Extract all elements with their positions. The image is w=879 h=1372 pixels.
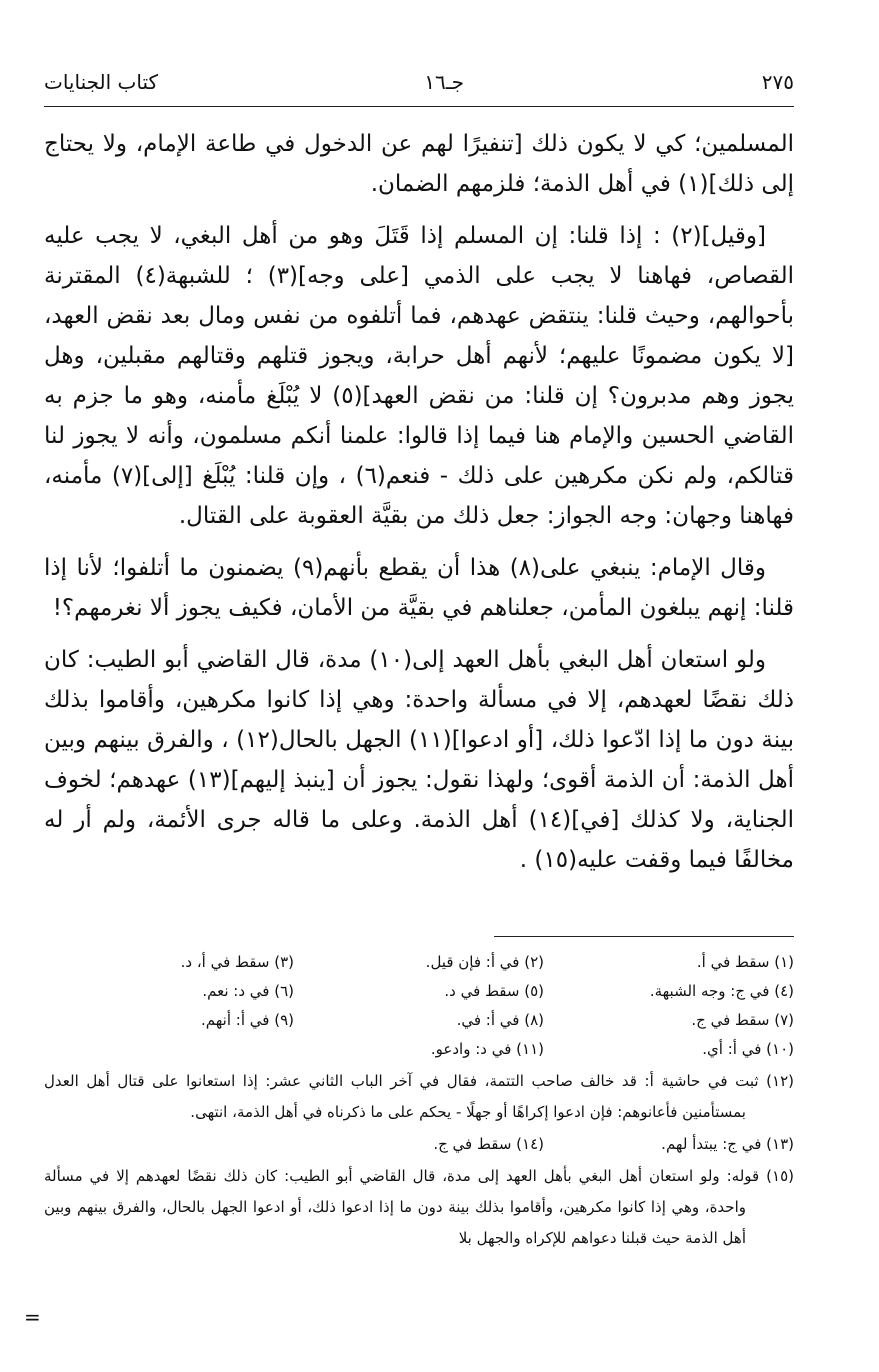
- footnote: (١٠) في أ: أي.: [702, 1040, 794, 1058]
- main-text: [44, 124, 794, 892]
- footnote: (٩) في أ: أنهم.: [201, 1011, 294, 1029]
- footnote-row: [44, 1006, 794, 1035]
- footnote: (١١) في د: وادعو.: [430, 1040, 544, 1058]
- header-divider: [44, 106, 794, 107]
- page-number: ٢٧٥: [761, 70, 794, 94]
- footnote-row: [44, 1130, 794, 1159]
- footnote: [44, 1130, 294, 1159]
- footnote-divider: [494, 936, 794, 937]
- footnote: (٨) في أ: في.: [456, 1011, 544, 1029]
- footnote: (١٣) في ج: يبتدأ لهم.: [661, 1135, 794, 1153]
- paragraph: ولو استعان أهل البغي بأهل العهد إلى(١٠) مدة، قال القاضي أبو الطيب: كان ذلك نقضًا لعهدهم، إلا في مسألة واحدة: وهي إذا كانوا مكرهين، وأقاموا بذلك بينة دون ما إذا ادّعوا ذلك، [أو ادعوا](١١) الجهل بالحال(١٢) ، والفرق بينهم وبين أهل الذمة: أن الذمة أقوى؛ ولهذا نقول: يجوز أن [ينبذ إليهم](١٣) عهدهم؛ لخوف الجناية، ولا كذلك [في](١٤) أهل الذمة. وعلى ما قاله جرى الأئمة، ولم أر له مخالفًا فيما وقفت عليه(١٥) .: [44, 647, 794, 873]
- footnote: (٤) في ج: وجه الشبهة.: [649, 982, 794, 1000]
- paragraph: [وقيل](٢) : إذا قلنا: إن المسلم إذا قَتَلَ وهو من أهل البغي، لا يجب عليه القصاص، فهاهنا لا يجب على الذمي [على وجه](٣) ؛ للشبهة(٤) المقترنة بأحوالهم، وحيث قلنا: ينتقض عهدهم، فما أتلفوه من نفس ومال بعد نقض العهد، [لا يكون مضمونًا عليهم؛ لأنهم أهل حرابة، ويجوز قتلهم وقتالهم مقبلين، وهل يجوز وهم مدبرون؟ إن قلنا: من نقض العهد](٥) لا يُبْلَغ مأمنه، وهو ما جزم به القاضي الحسين والإمام هنا فيما إذا قالوا: علمنا أنكم مسلمون، وأنه لا يجوز لنا قتالكم، ولم نكن مكرهين على ذلك - فنعم(٦) ، وإن قلنا: يُبْلَغ [إلى](٧) مأمنه، فهاهنا وجهان: وجه الجواز: جعل ذلك من بقيَّة العقوبة على القتال.: [44, 223, 795, 529]
- footnote: [44, 1035, 294, 1064]
- paragraph: وقال الإمام: ينبغي على(٨) هذا أن يقطع بأنهم(٩) يضمنون ما أتلفوا؛ لأنا إذا قلنا: إنهم يبلغون المأمن، جعلناهم في بقيَّة من الأمان، فكيف يجوز ألا نغرمهم؟!: [44, 555, 794, 621]
- footnote-row: [44, 948, 794, 977]
- footnote: (٣) سقط في أ، د.: [180, 953, 294, 971]
- footnote: (١٤) سقط في ج.: [433, 1135, 544, 1153]
- footnote: (١) سقط في أ.: [696, 953, 794, 971]
- footnote: (٦) في د: نعم.: [202, 982, 294, 1000]
- volume-label: جـ١٦: [424, 70, 464, 94]
- footnote: (٥) سقط في د.: [444, 982, 544, 1000]
- page: [44, 0, 794, 1372]
- footnote: (٧) سقط في ج.: [691, 1011, 794, 1029]
- footnotes: [44, 948, 794, 1254]
- book-title: كتاب الجنايات: [44, 70, 159, 94]
- footnote: (٢) في أ: فإن قيل.: [425, 953, 544, 971]
- footnote-row: [44, 977, 794, 1006]
- paragraph: المسلمين؛ كي لا يكون ذلك [تنفيرًا لهم عن الدخول في طاعة الإمام، ولا يحتاج إلى ذلك](١) في أهل الذمة؛ فلزمهم الضمان.: [44, 131, 794, 197]
- running-header: [44, 62, 794, 102]
- footnote-15: (١٥) قوله: ولو استعان أهل البغي بأهل العهد إلى مدة، قال القاضي أبو الطيب: كان ذلك نقضًا لعهدهم إلا في مسألة واحدة، وهي إذا كانوا مكرهين، وأقاموا بذلك بينة دون ما إذا ادعوا ذلك، أو ادعوا الجهل بالحال، والفرق بينهم وبين أهل الذمة حيث قبلنا دعواهم للإكراه والجهل بلا: [44, 1167, 794, 1247]
- footnote-12: (١٢) ثبت في حاشية أ: قد خالف صاحب التتمة، فقال في آخر الباب الثاني عشر: إذا استعانوا على قتال أهل العدل بمستأمنين فأعانوهم: فإن ادعوا إكراهًا أو جهلًا - يحكم على ما ذكرناه في أهل الذمة، انتهى.: [44, 1072, 794, 1121]
- footnote-row: [44, 1035, 794, 1064]
- continuation-mark: =: [24, 1305, 41, 1329]
